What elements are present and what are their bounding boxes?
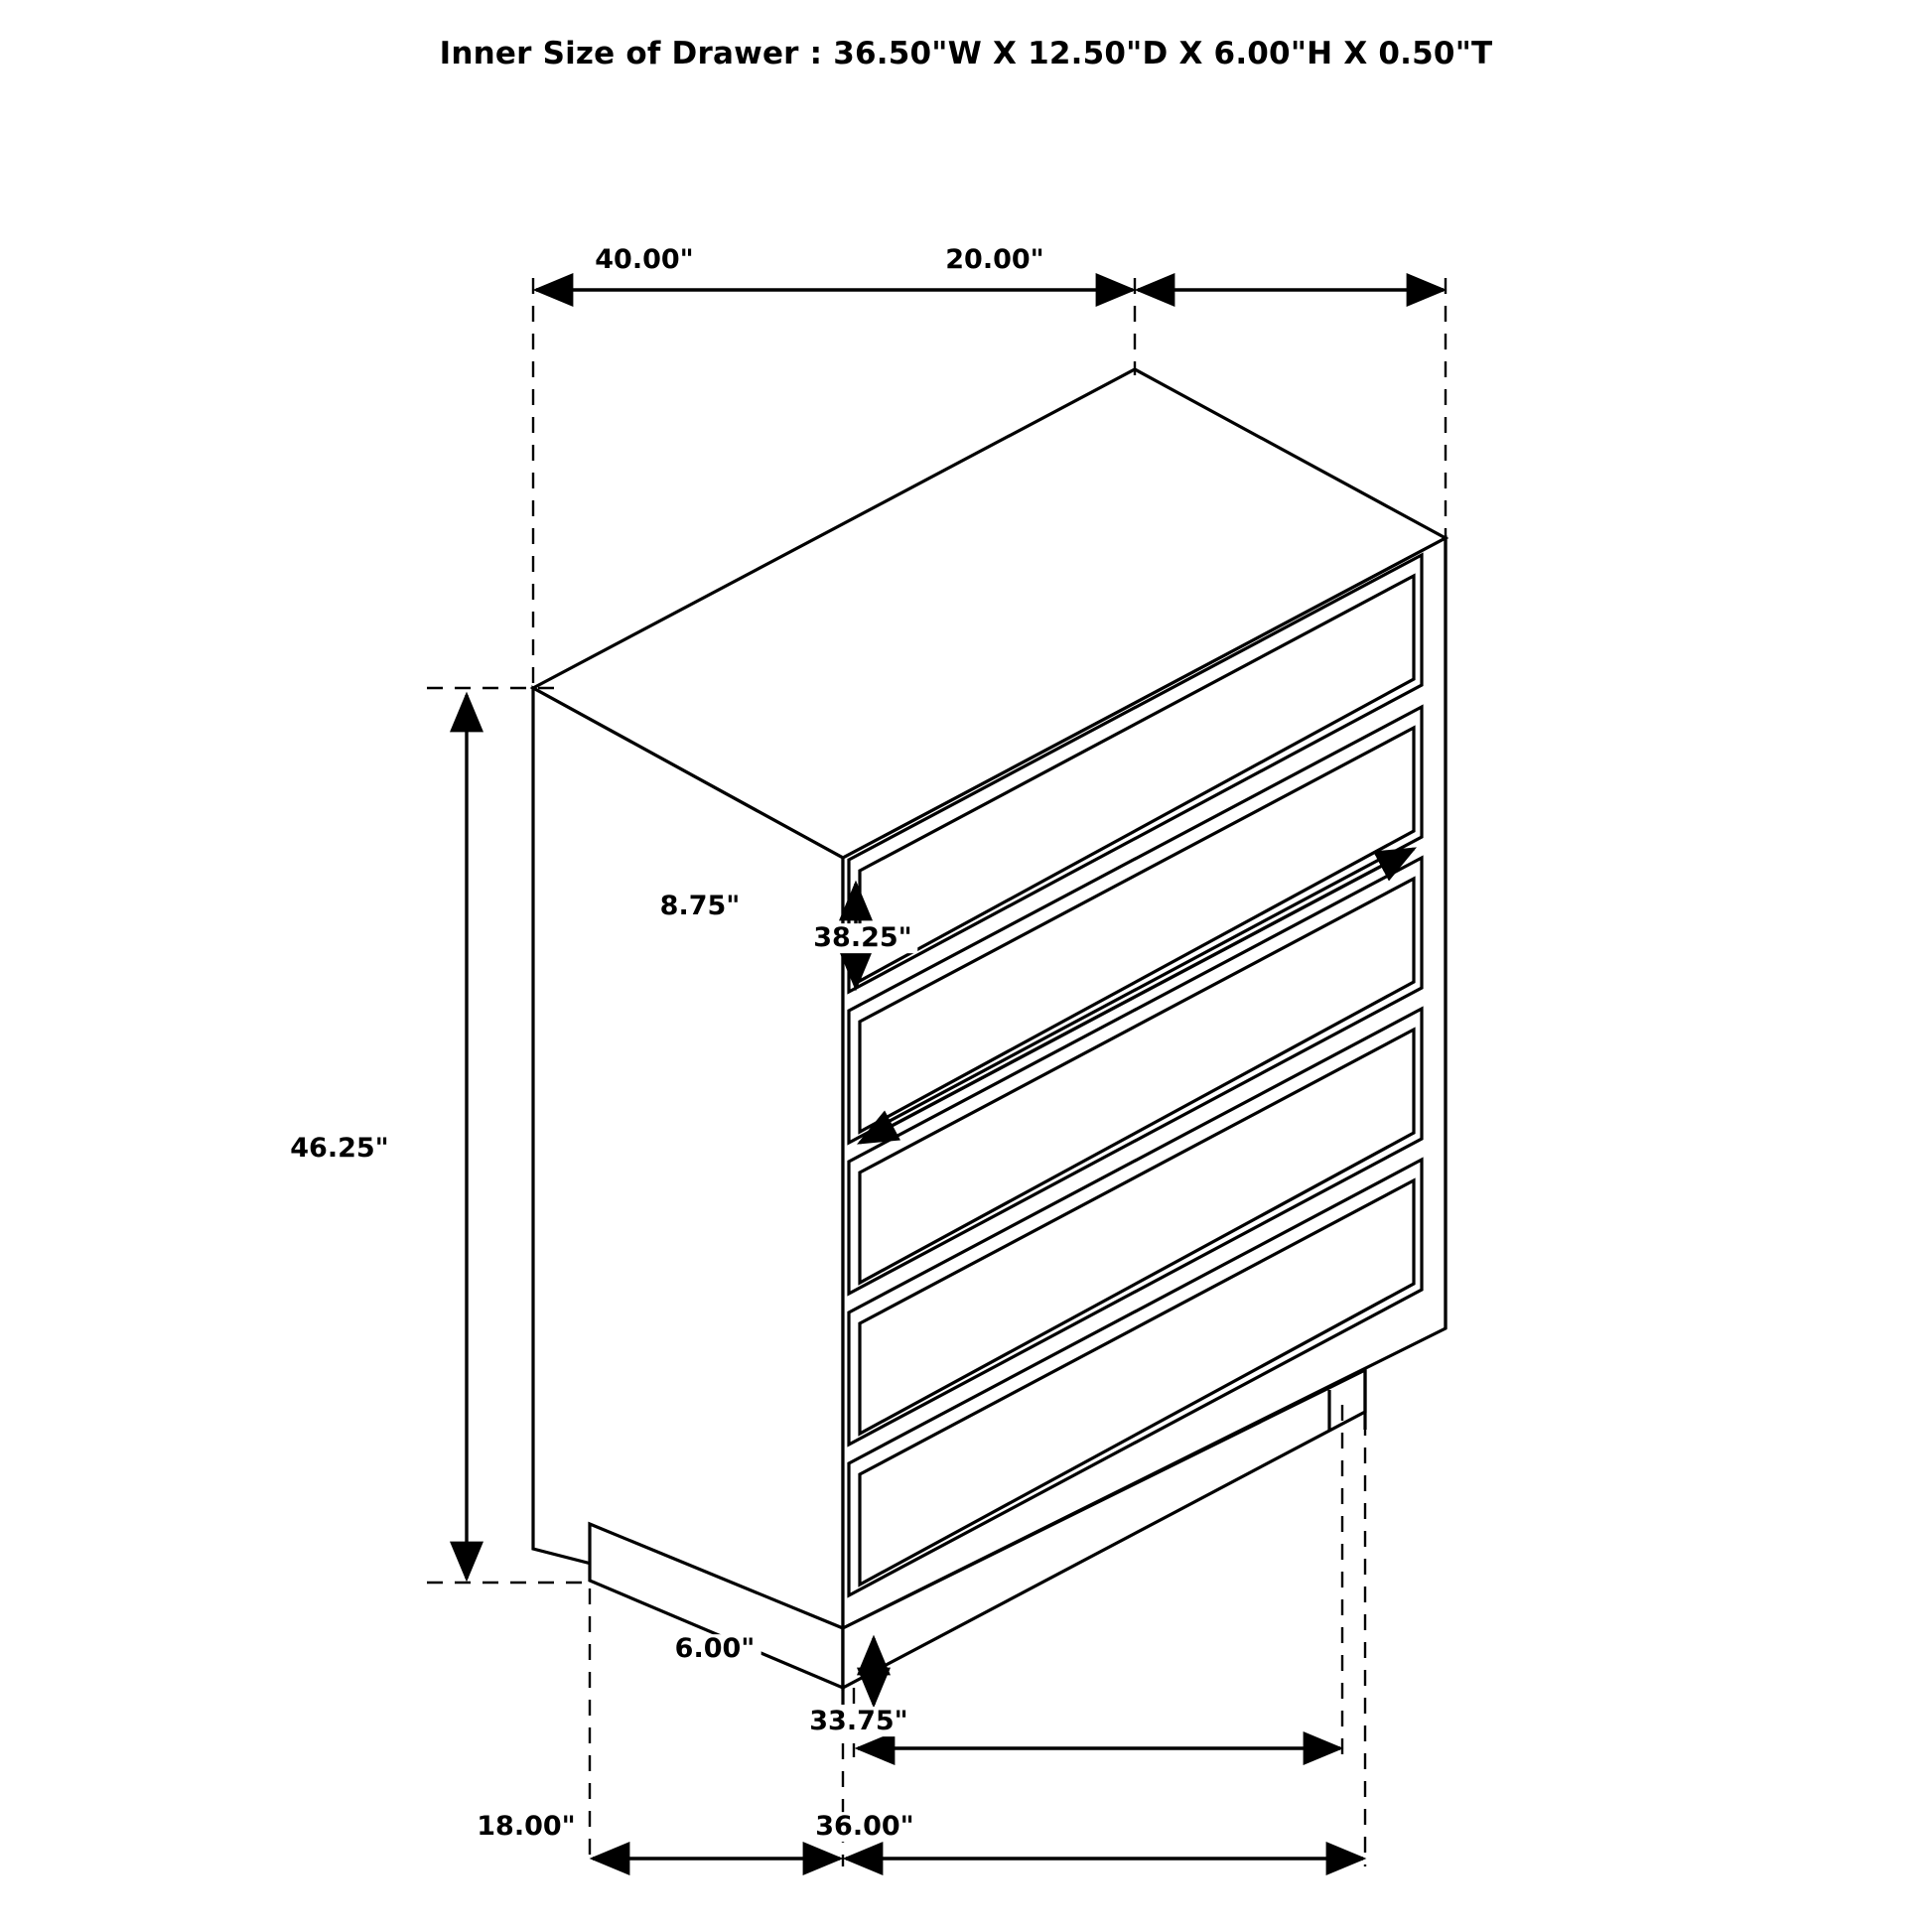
- dimension-label-base-inner-width: 33.75": [803, 1707, 913, 1736]
- dimension-label-leg-height: 6.00": [669, 1634, 761, 1664]
- dimension-label-top-depth: 20.00": [939, 245, 1049, 275]
- dimension-label-top-width: 40.00": [589, 245, 699, 275]
- dimension-label-base-width: 36.00": [809, 1812, 919, 1842]
- dimension-label-total-height: 46.25": [284, 1134, 394, 1164]
- dimension-label-drawer-face-width: 38.25": [807, 923, 917, 953]
- dimension-label-drawer-face-height: 8.75": [654, 892, 747, 921]
- page-title: Inner Size of Drawer : 36.50"W X 12.50"D X 6.00"H X 0.50"T: [439, 36, 1493, 71]
- dimension-label-base-depth: 18.00": [471, 1812, 581, 1842]
